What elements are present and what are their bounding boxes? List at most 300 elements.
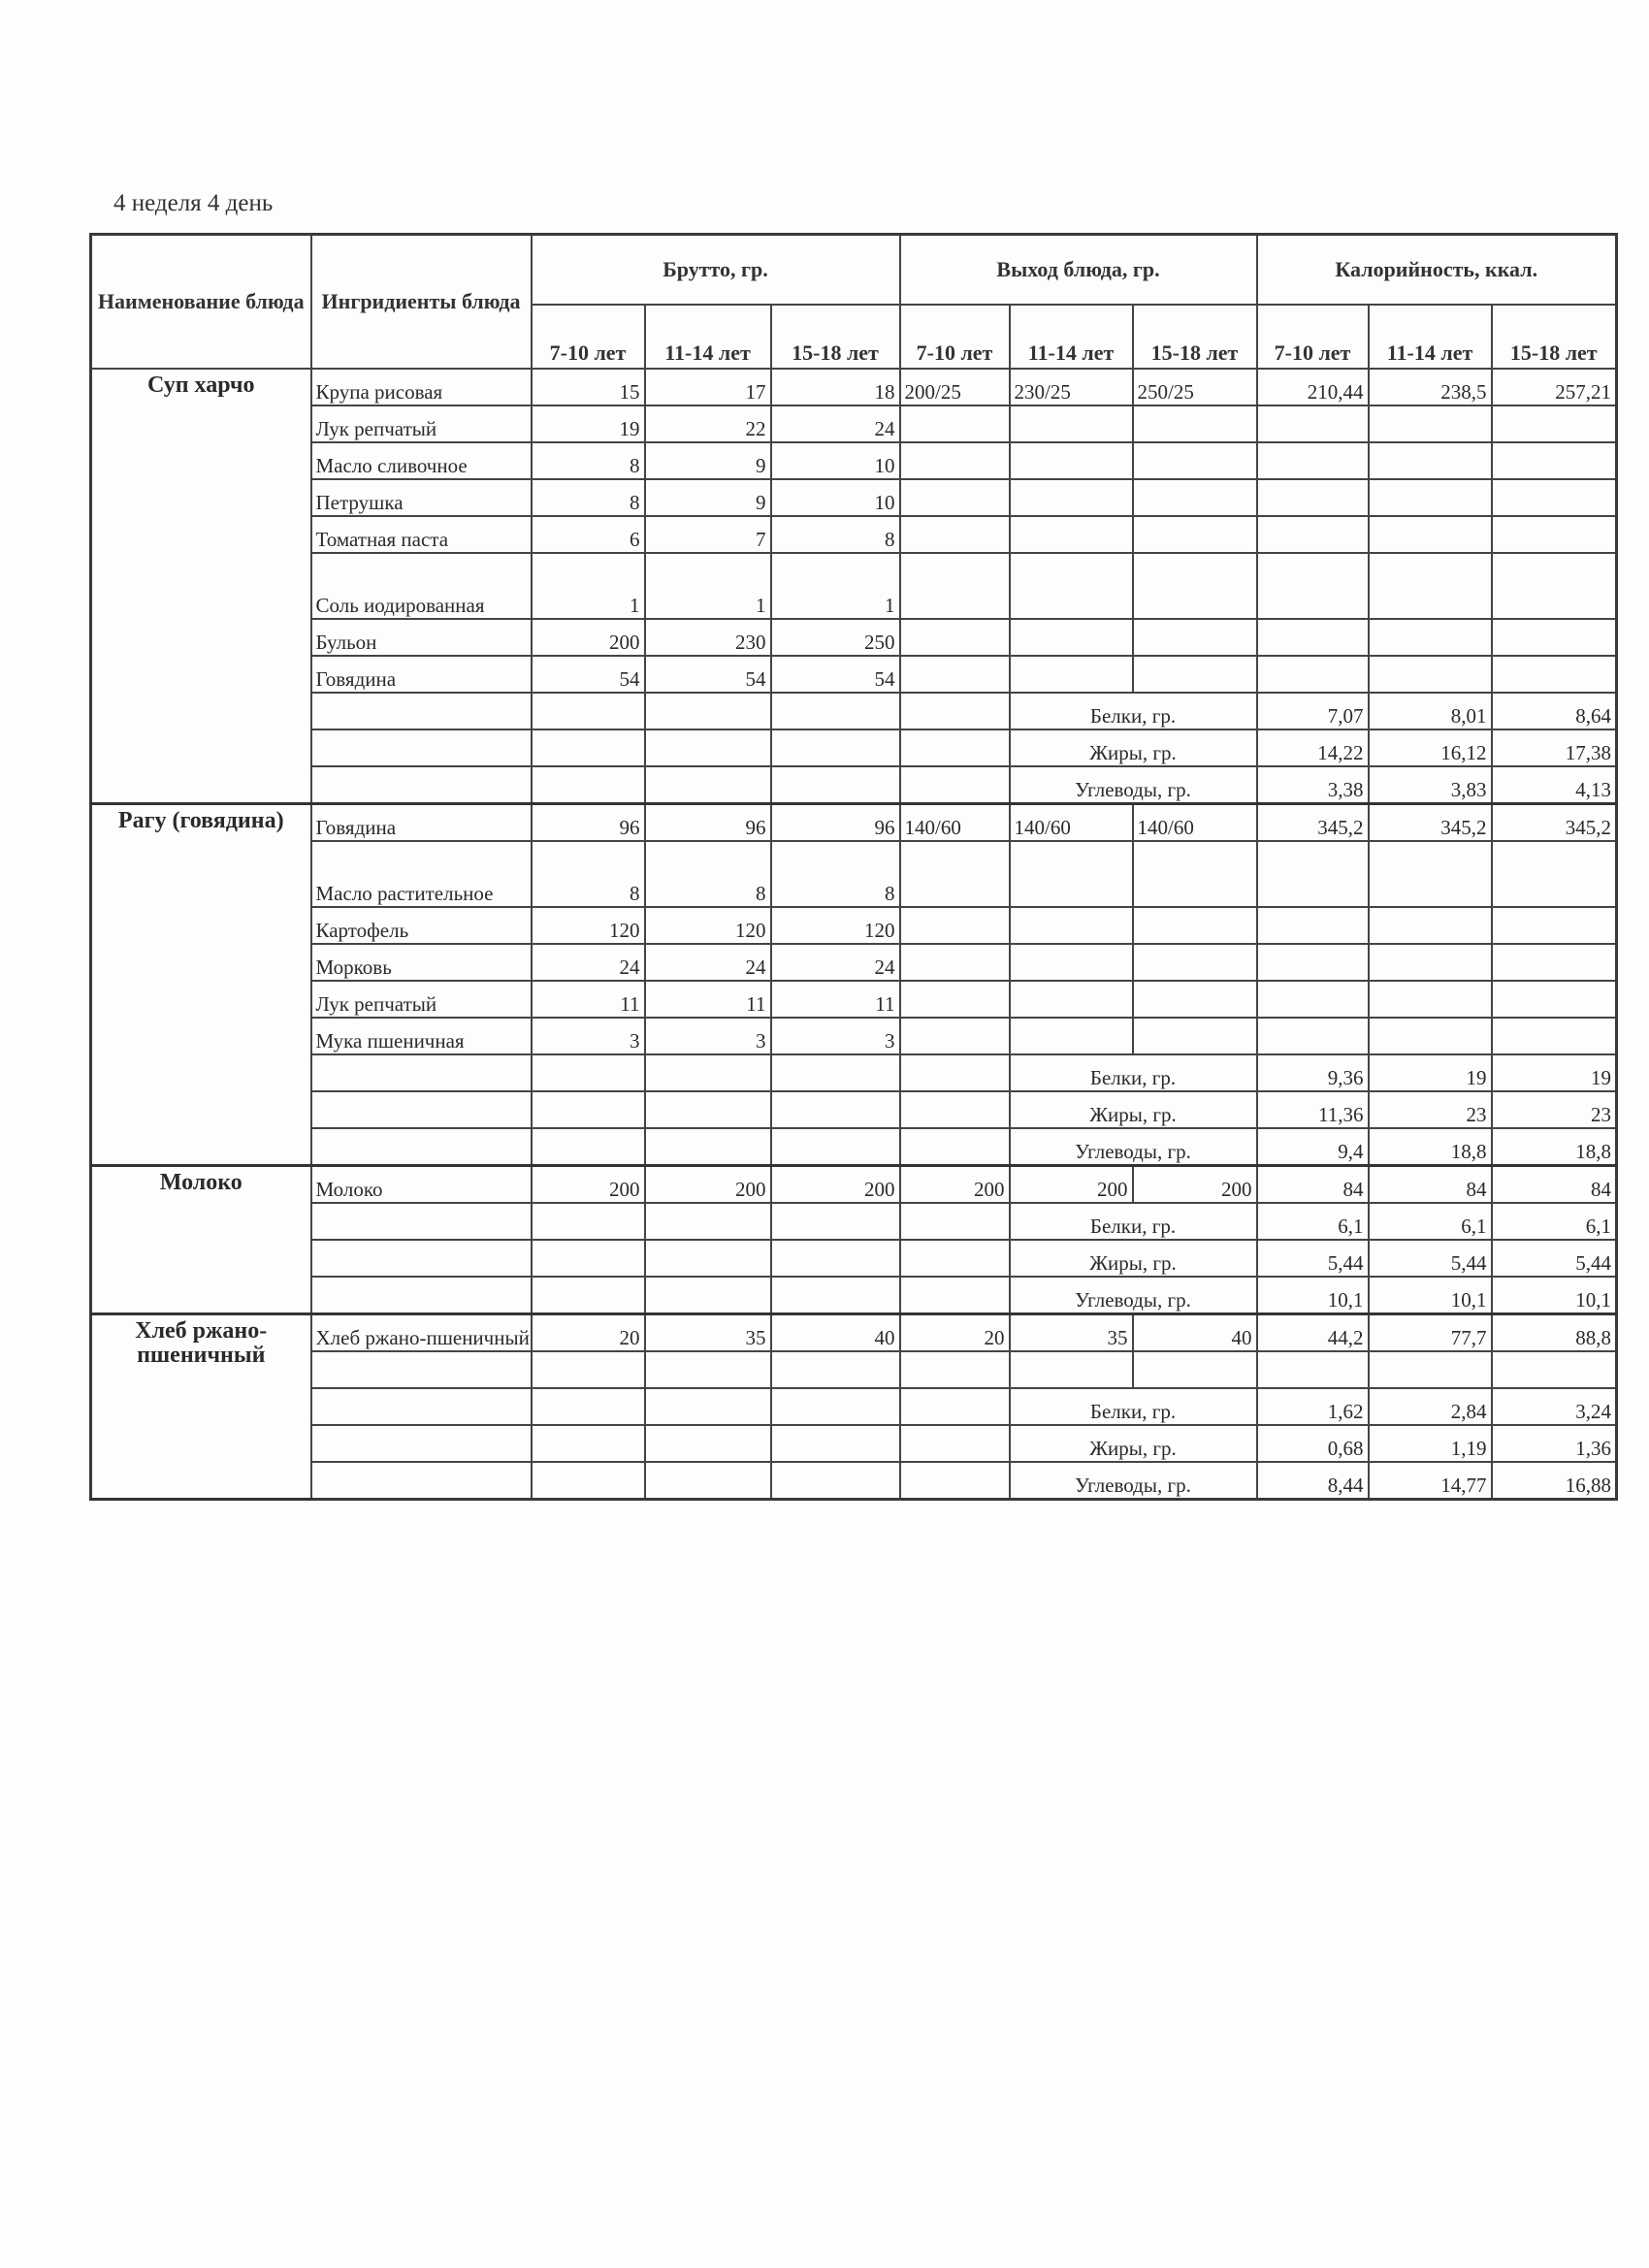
- output-value: [1133, 907, 1257, 944]
- output-value: [1133, 442, 1257, 479]
- empty-cell: [645, 1240, 771, 1277]
- nutrient-label: Белки, гр.: [1010, 1054, 1257, 1091]
- calorie-value: [1492, 944, 1617, 981]
- nutrient-value: 4,13: [1492, 766, 1617, 804]
- nutrient-value: 8,64: [1492, 693, 1617, 729]
- output-value: 35: [1010, 1314, 1133, 1352]
- empty-cell: [532, 1054, 645, 1091]
- header-age: 7-10 лет: [1257, 305, 1369, 369]
- brutto-value: 9: [645, 479, 771, 516]
- brutto-value: 120: [645, 907, 771, 944]
- nutrient-value: 3,38: [1257, 766, 1369, 804]
- empty-cell: [1133, 1351, 1257, 1388]
- output-value: [1010, 656, 1133, 693]
- calorie-value: [1369, 479, 1492, 516]
- calorie-value: 84: [1492, 1166, 1617, 1204]
- header-age: 15-18 лет: [771, 305, 900, 369]
- nutrient-value: 3,24: [1492, 1388, 1617, 1425]
- ingredient-name: Мука пшеничная: [311, 1018, 532, 1054]
- output-value: [1010, 479, 1133, 516]
- empty-cell: [900, 693, 1010, 729]
- brutto-value: 8: [645, 841, 771, 907]
- nutrient-label: Углеводы, гр.: [1010, 1277, 1257, 1314]
- empty-cell: [311, 1054, 532, 1091]
- empty-cell: [532, 1425, 645, 1462]
- output-value: 40: [1133, 1314, 1257, 1352]
- empty-cell: [532, 766, 645, 804]
- calorie-value: 345,2: [1257, 804, 1369, 842]
- empty-cell: [900, 1203, 1010, 1240]
- header-brutto: Брутто, гр.: [532, 235, 900, 306]
- calorie-value: 88,8: [1492, 1314, 1617, 1352]
- brutto-value: 8: [532, 841, 645, 907]
- output-value: [1010, 619, 1133, 656]
- empty-cell: [311, 1240, 532, 1277]
- empty-cell: [645, 1388, 771, 1425]
- output-value: [900, 619, 1010, 656]
- ingredient-name: Говядина: [311, 656, 532, 693]
- output-value: [1010, 1018, 1133, 1054]
- calorie-value: [1492, 981, 1617, 1018]
- calorie-value: [1369, 907, 1492, 944]
- empty-cell: [311, 1388, 532, 1425]
- nutrient-value: 9,36: [1257, 1054, 1369, 1091]
- brutto-value: 17: [645, 369, 771, 405]
- nutrient-value: 1,62: [1257, 1388, 1369, 1425]
- empty-cell: [645, 1128, 771, 1166]
- empty-cell: [532, 1462, 645, 1500]
- empty-cell: [645, 729, 771, 766]
- calorie-value: 345,2: [1369, 804, 1492, 842]
- nutrient-value: 1,36: [1492, 1425, 1617, 1462]
- calorie-value: [1369, 619, 1492, 656]
- empty-cell: [771, 1351, 900, 1388]
- output-value: 20: [900, 1314, 1010, 1352]
- empty-cell: [311, 693, 532, 729]
- brutto-value: 18: [771, 369, 900, 405]
- nutrient-value: 17,38: [1492, 729, 1617, 766]
- menu-table: [89, 233, 1618, 1501]
- empty-cell: [311, 766, 532, 804]
- brutto-value: 35: [645, 1314, 771, 1352]
- calorie-value: [1257, 656, 1369, 693]
- ingredient-name: Соль иодированная: [311, 553, 532, 619]
- empty-cell: [311, 1203, 532, 1240]
- output-value: 140/60: [1010, 804, 1133, 842]
- empty-cell: [900, 1425, 1010, 1462]
- empty-cell: [311, 1091, 532, 1128]
- empty-cell: [645, 1351, 771, 1388]
- empty-cell: [900, 1091, 1010, 1128]
- nutrient-value: 5,44: [1369, 1240, 1492, 1277]
- output-value: [1010, 944, 1133, 981]
- brutto-value: 1: [645, 553, 771, 619]
- nutrient-value: 8,44: [1257, 1462, 1369, 1500]
- brutto-value: 8: [771, 841, 900, 907]
- calorie-value: [1369, 516, 1492, 553]
- empty-cell: [311, 1351, 532, 1388]
- nutrient-value: 0,68: [1257, 1425, 1369, 1462]
- brutto-value: 6: [532, 516, 645, 553]
- calorie-value: [1257, 516, 1369, 553]
- ingredient-name: Крупа рисовая: [311, 369, 532, 405]
- dish-name: Хлеб ржано-пшеничный: [91, 1314, 311, 1500]
- ingredient-row: [91, 907, 1617, 944]
- ingredient-name: Бульон: [311, 619, 532, 656]
- output-value: [900, 656, 1010, 693]
- ingredient-name: Говядина: [311, 804, 532, 842]
- empty-cell: [532, 1091, 645, 1128]
- header-age: 11-14 лет: [1010, 305, 1133, 369]
- nutrient-value: 5,44: [1492, 1240, 1617, 1277]
- ingredient-name: Масло растительное: [311, 841, 532, 907]
- brutto-value: 10: [771, 479, 900, 516]
- ingredient-name: Лук репчатый: [311, 405, 532, 442]
- ingredient-row: [91, 841, 1617, 907]
- nutrient-value: 5,44: [1257, 1240, 1369, 1277]
- nutrient-row: [91, 766, 1617, 804]
- empty-cell: [771, 1462, 900, 1500]
- output-value: 230/25: [1010, 369, 1133, 405]
- calorie-value: [1369, 405, 1492, 442]
- header-ingredients: Ингридиенты блюда: [311, 235, 532, 370]
- output-value: [1010, 981, 1133, 1018]
- ingredient-row: [91, 1166, 1617, 1204]
- calorie-value: 77,7: [1369, 1314, 1492, 1352]
- empty-cell: [311, 1128, 532, 1166]
- empty-cell: [532, 1351, 645, 1388]
- output-value: [1010, 405, 1133, 442]
- output-value: 200: [900, 1166, 1010, 1204]
- output-value: [1133, 405, 1257, 442]
- ingredient-row: [91, 804, 1617, 842]
- empty-cell: [1010, 1351, 1133, 1388]
- calorie-value: [1369, 442, 1492, 479]
- empty-cell: [771, 1091, 900, 1128]
- nutrient-row: [91, 1462, 1617, 1500]
- calorie-value: [1369, 841, 1492, 907]
- output-value: [1010, 907, 1133, 944]
- empty-cell: [645, 1277, 771, 1314]
- nutrient-value: 10,1: [1257, 1277, 1369, 1314]
- empty-cell: [645, 1425, 771, 1462]
- nutrient-row: [91, 1128, 1617, 1166]
- output-value: 200: [1133, 1166, 1257, 1204]
- calorie-value: 210,44: [1257, 369, 1369, 405]
- header-age: 11-14 лет: [645, 305, 771, 369]
- empty-cell: [900, 1054, 1010, 1091]
- nutrient-value: 14,77: [1369, 1462, 1492, 1500]
- ingredient-row: [91, 516, 1617, 553]
- nutrient-label: Углеводы, гр.: [1010, 1128, 1257, 1166]
- brutto-value: 24: [532, 944, 645, 981]
- output-value: [1010, 553, 1133, 619]
- output-value: [900, 405, 1010, 442]
- calorie-value: 238,5: [1369, 369, 1492, 405]
- brutto-value: 40: [771, 1314, 900, 1352]
- brutto-value: 24: [771, 944, 900, 981]
- brutto-value: 8: [532, 479, 645, 516]
- empty-cell: [532, 729, 645, 766]
- ingredient-name: Картофель: [311, 907, 532, 944]
- ingredient-row: [91, 405, 1617, 442]
- calorie-value: [1492, 1018, 1617, 1054]
- dish-name: Суп харчо: [91, 369, 311, 804]
- ingredient-name: Лук репчатый: [311, 981, 532, 1018]
- nutrient-row: [91, 1425, 1617, 1462]
- empty-cell: [532, 1203, 645, 1240]
- empty-cell: [771, 766, 900, 804]
- nutrient-label: Жиры, гр.: [1010, 1091, 1257, 1128]
- nutrient-label: Жиры, гр.: [1010, 1425, 1257, 1462]
- calorie-value: [1257, 479, 1369, 516]
- calorie-value: 84: [1369, 1166, 1492, 1204]
- calorie-value: [1369, 1018, 1492, 1054]
- empty-cell: [900, 1277, 1010, 1314]
- output-value: [1133, 841, 1257, 907]
- nutrient-value: 23: [1492, 1091, 1617, 1128]
- empty-cell: [645, 766, 771, 804]
- calorie-value: [1257, 841, 1369, 907]
- nutrient-label: Жиры, гр.: [1010, 1240, 1257, 1277]
- brutto-value: 3: [771, 1018, 900, 1054]
- empty-cell: [532, 1240, 645, 1277]
- output-value: [1133, 656, 1257, 693]
- output-value: 140/60: [1133, 804, 1257, 842]
- output-value: [1133, 944, 1257, 981]
- brutto-value: 24: [771, 405, 900, 442]
- calorie-value: 345,2: [1492, 804, 1617, 842]
- calorie-value: [1257, 1018, 1369, 1054]
- nutrient-row: [91, 1277, 1617, 1314]
- output-value: [900, 553, 1010, 619]
- header-calories: Калорийность, ккал.: [1257, 235, 1617, 306]
- calorie-value: [1492, 516, 1617, 553]
- output-value: [900, 442, 1010, 479]
- calorie-value: [1369, 981, 1492, 1018]
- calorie-value: [1369, 656, 1492, 693]
- calorie-value: [1257, 442, 1369, 479]
- dish-name: Молоко: [91, 1166, 311, 1314]
- output-value: [1133, 516, 1257, 553]
- ingredient-name: Морковь: [311, 944, 532, 981]
- nutrient-value: 10,1: [1492, 1277, 1617, 1314]
- output-value: [900, 944, 1010, 981]
- nutrient-row: [91, 1054, 1617, 1091]
- ingredient-name: Томатная паста: [311, 516, 532, 553]
- nutrient-value: 18,8: [1492, 1128, 1617, 1166]
- brutto-value: 200: [771, 1166, 900, 1204]
- blank-row: [91, 1351, 1617, 1388]
- empty-cell: [771, 1240, 900, 1277]
- ingredient-row: [91, 553, 1617, 619]
- header-age: 7-10 лет: [532, 305, 645, 369]
- empty-cell: [532, 1388, 645, 1425]
- empty-cell: [645, 1054, 771, 1091]
- brutto-value: 96: [771, 804, 900, 842]
- brutto-value: 1: [771, 553, 900, 619]
- nutrient-value: 14,22: [1257, 729, 1369, 766]
- empty-cell: [771, 1425, 900, 1462]
- empty-cell: [532, 1128, 645, 1166]
- calorie-value: [1257, 944, 1369, 981]
- empty-cell: [311, 1462, 532, 1500]
- nutrient-value: 16,12: [1369, 729, 1492, 766]
- brutto-value: 19: [532, 405, 645, 442]
- page-title: 4 неделя 4 день: [113, 190, 274, 216]
- ingredient-row: [91, 1314, 1617, 1352]
- brutto-value: 9: [645, 442, 771, 479]
- output-value: 200: [1010, 1166, 1133, 1204]
- output-value: [900, 907, 1010, 944]
- empty-cell: [771, 1388, 900, 1425]
- ingredient-row: [91, 619, 1617, 656]
- brutto-value: 22: [645, 405, 771, 442]
- output-value: [1010, 442, 1133, 479]
- nutrient-value: 6,1: [1492, 1203, 1617, 1240]
- nutrient-value: 19: [1369, 1054, 1492, 1091]
- empty-cell: [311, 1277, 532, 1314]
- calorie-value: [1492, 442, 1617, 479]
- brutto-value: 11: [645, 981, 771, 1018]
- brutto-value: 24: [645, 944, 771, 981]
- brutto-value: 200: [532, 619, 645, 656]
- nutrient-value: 1,19: [1369, 1425, 1492, 1462]
- empty-cell: [532, 1277, 645, 1314]
- nutrient-value: 16,88: [1492, 1462, 1617, 1500]
- brutto-value: 11: [771, 981, 900, 1018]
- calorie-value: [1492, 405, 1617, 442]
- calorie-value: 84: [1257, 1166, 1369, 1204]
- output-value: [1133, 479, 1257, 516]
- nutrient-value: 10,1: [1369, 1277, 1492, 1314]
- brutto-value: 54: [532, 656, 645, 693]
- brutto-value: 120: [532, 907, 645, 944]
- nutrient-value: 19: [1492, 1054, 1617, 1091]
- brutto-value: 96: [645, 804, 771, 842]
- calorie-value: [1492, 553, 1617, 619]
- brutto-value: 54: [645, 656, 771, 693]
- empty-cell: [311, 1425, 532, 1462]
- output-value: [1133, 981, 1257, 1018]
- output-value: [900, 516, 1010, 553]
- output-value: 140/60: [900, 804, 1010, 842]
- empty-cell: [311, 729, 532, 766]
- nutrient-label: Белки, гр.: [1010, 1203, 1257, 1240]
- nutrient-value: 11,36: [1257, 1091, 1369, 1128]
- output-value: [900, 841, 1010, 907]
- output-value: [1133, 619, 1257, 656]
- ingredient-name: Масло сливочное: [311, 442, 532, 479]
- brutto-value: 200: [532, 1166, 645, 1204]
- brutto-value: 54: [771, 656, 900, 693]
- empty-cell: [900, 766, 1010, 804]
- ingredient-row: [91, 479, 1617, 516]
- nutrient-value: 6,1: [1369, 1203, 1492, 1240]
- nutrient-value: 8,01: [1369, 693, 1492, 729]
- output-value: [1133, 1018, 1257, 1054]
- header-age: 15-18 лет: [1133, 305, 1257, 369]
- calorie-value: [1492, 656, 1617, 693]
- calorie-value: [1492, 841, 1617, 907]
- output-value: [1133, 553, 1257, 619]
- dish-name: Рагу (говядина): [91, 804, 311, 1166]
- nutrient-value: 2,84: [1369, 1388, 1492, 1425]
- header-dish: Наименование блюда: [91, 235, 311, 370]
- empty-cell: [900, 1351, 1010, 1388]
- brutto-value: 11: [532, 981, 645, 1018]
- brutto-value: 3: [645, 1018, 771, 1054]
- calorie-value: [1492, 479, 1617, 516]
- nutrient-value: 6,1: [1257, 1203, 1369, 1240]
- brutto-value: 8: [532, 442, 645, 479]
- nutrient-label: Белки, гр.: [1010, 1388, 1257, 1425]
- empty-cell: [532, 693, 645, 729]
- output-value: 200/25: [900, 369, 1010, 405]
- empty-cell: [900, 1128, 1010, 1166]
- ingredient-name: Хлеб ржано-пшеничный: [311, 1314, 532, 1352]
- calorie-value: 257,21: [1492, 369, 1617, 405]
- nutrient-label: Углеводы, гр.: [1010, 766, 1257, 804]
- ingredient-row: [91, 1018, 1617, 1054]
- brutto-value: 20: [532, 1314, 645, 1352]
- empty-cell: [900, 1388, 1010, 1425]
- nutrient-value: 7,07: [1257, 693, 1369, 729]
- empty-cell: [1492, 1351, 1617, 1388]
- nutrient-label: Углеводы, гр.: [1010, 1462, 1257, 1500]
- nutrient-value: 9,4: [1257, 1128, 1369, 1166]
- ingredient-name: Петрушка: [311, 479, 532, 516]
- empty-cell: [900, 729, 1010, 766]
- nutrient-row: [91, 1203, 1617, 1240]
- calorie-value: [1257, 619, 1369, 656]
- output-value: [900, 479, 1010, 516]
- calorie-value: [1492, 619, 1617, 656]
- nutrient-row: [91, 693, 1617, 729]
- brutto-value: 200: [645, 1166, 771, 1204]
- empty-cell: [900, 1462, 1010, 1500]
- brutto-value: 96: [532, 804, 645, 842]
- empty-cell: [771, 729, 900, 766]
- empty-cell: [900, 1240, 1010, 1277]
- ingredient-row: [91, 981, 1617, 1018]
- calorie-value: [1257, 981, 1369, 1018]
- brutto-value: 8: [771, 516, 900, 553]
- empty-cell: [771, 1203, 900, 1240]
- calorie-value: [1257, 553, 1369, 619]
- header-output: Выход блюда, гр.: [900, 235, 1257, 306]
- nutrient-row: [91, 729, 1617, 766]
- calorie-value: 44,2: [1257, 1314, 1369, 1352]
- calorie-value: [1369, 944, 1492, 981]
- header-age: 11-14 лет: [1369, 305, 1492, 369]
- empty-cell: [645, 1203, 771, 1240]
- nutrient-row: [91, 1388, 1617, 1425]
- output-value: [1010, 841, 1133, 907]
- output-value: [1010, 516, 1133, 553]
- empty-cell: [645, 1462, 771, 1500]
- output-value: [900, 1018, 1010, 1054]
- calorie-value: [1257, 907, 1369, 944]
- brutto-value: 120: [771, 907, 900, 944]
- nutrient-value: 23: [1369, 1091, 1492, 1128]
- brutto-value: 3: [532, 1018, 645, 1054]
- brutto-value: 250: [771, 619, 900, 656]
- nutrient-row: [91, 1091, 1617, 1128]
- brutto-value: 230: [645, 619, 771, 656]
- calorie-value: [1257, 405, 1369, 442]
- calorie-value: [1369, 553, 1492, 619]
